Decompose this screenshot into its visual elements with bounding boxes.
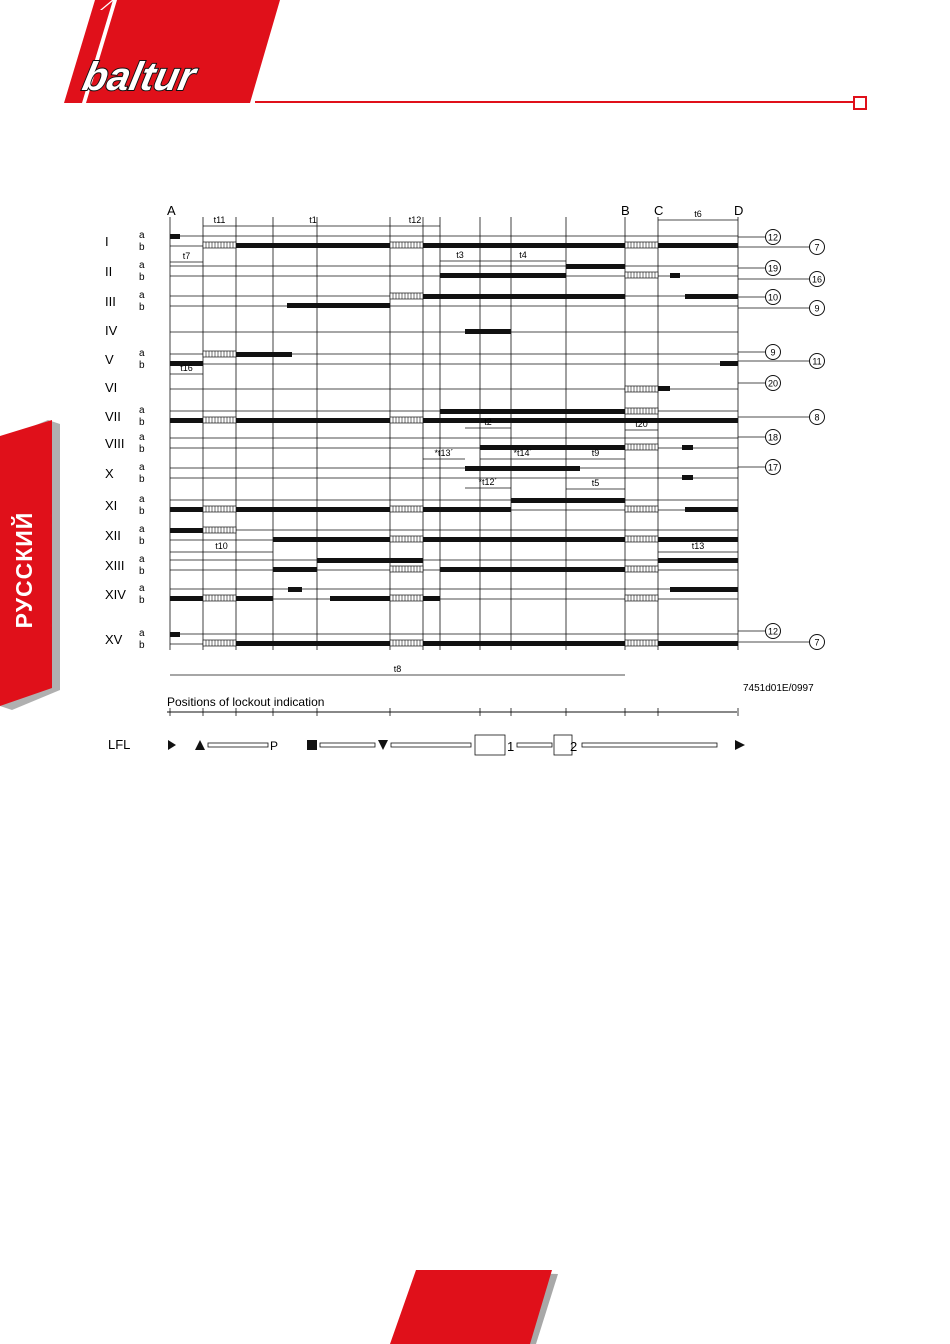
time-label-t13s: *t13´	[434, 448, 454, 458]
active-bar	[440, 409, 625, 414]
active-bar	[423, 596, 440, 601]
time-label-t12s: *t12´	[478, 477, 498, 487]
dotted-track	[320, 743, 375, 747]
hatched-bar	[390, 640, 423, 646]
time-label-t6: t6	[694, 209, 702, 219]
row-label-xiii: XIII	[105, 558, 125, 573]
lfl-box	[475, 735, 505, 755]
baltur-logo	[0, 0, 300, 110]
active-bar	[423, 294, 625, 299]
active-bar	[440, 567, 625, 572]
active-bar	[170, 418, 738, 423]
terminal-number: 18	[767, 432, 779, 443]
active-bar	[685, 507, 738, 512]
hatched-bar	[625, 386, 658, 392]
point-label-b: B	[621, 203, 630, 218]
row-sub-b: b	[139, 536, 145, 547]
lfl-two-symbol: 2	[570, 739, 578, 754]
active-bar	[170, 234, 180, 239]
row-sub-a: a	[139, 290, 145, 301]
header-square-marker	[853, 96, 867, 110]
terminal-number: 7	[814, 242, 820, 253]
row-sub-b: b	[139, 302, 145, 313]
triangle-right-icon	[168, 740, 176, 750]
time-label-t3: t3	[456, 250, 464, 260]
row-sub-b: b	[139, 444, 145, 455]
terminal-number: 20	[767, 378, 779, 389]
point-label-c: C	[654, 203, 664, 218]
active-bar	[566, 264, 625, 269]
active-bar	[465, 329, 511, 334]
active-bar	[685, 294, 738, 299]
time-label-t16: t16	[180, 363, 193, 373]
active-bar	[480, 445, 625, 450]
terminal-number: 12	[767, 232, 779, 243]
point-label-a: A	[167, 203, 176, 218]
hatched-bar	[203, 351, 236, 357]
row-sub-a: a	[139, 260, 145, 271]
row-sub-b: b	[139, 360, 145, 371]
active-bar	[287, 303, 390, 308]
dotted-track	[582, 743, 717, 747]
hatched-bar	[625, 242, 658, 248]
time-label-t14s: *t14´	[513, 448, 533, 458]
triangle-down-icon	[378, 740, 388, 750]
hatched-bar	[390, 595, 423, 601]
row-sub-a: a	[139, 462, 145, 473]
hatched-bar	[390, 566, 423, 572]
row-label-ii: II	[105, 264, 113, 279]
row-label-i: I	[105, 234, 109, 249]
hatched-bar	[625, 566, 658, 572]
active-bar	[658, 641, 738, 646]
hatched-bar	[203, 417, 236, 423]
time-label-t2: t2	[484, 417, 492, 427]
active-bar	[317, 558, 423, 563]
dotted-track	[208, 743, 268, 747]
active-bar	[273, 567, 317, 572]
triangle-right-icon	[735, 740, 745, 750]
row-sub-b: b	[139, 506, 145, 517]
row-label-viii: VIII	[105, 436, 125, 451]
row-sub-b: b	[139, 566, 145, 577]
point-label-d: D	[734, 203, 744, 218]
active-bar	[658, 558, 738, 563]
row-sub-b: b	[139, 272, 145, 283]
active-bar	[511, 498, 625, 503]
hatched-bar	[203, 527, 236, 533]
active-bar	[273, 537, 625, 542]
hatched-bar	[203, 506, 236, 512]
lfl-sequence	[168, 735, 745, 755]
terminal-number: 16	[811, 274, 823, 285]
terminal-number: 12	[767, 626, 779, 637]
time-label-t4: t4	[519, 250, 527, 260]
row-sub-b: b	[139, 595, 145, 606]
time-label-t7: t7	[182, 251, 191, 261]
hatched-bar	[390, 506, 423, 512]
lockout-indication	[108, 683, 814, 755]
hatched-bar	[203, 640, 236, 646]
active-bar	[670, 273, 680, 278]
active-bar	[288, 587, 302, 592]
time-label-t8: t8	[393, 664, 402, 674]
lfl-p-symbol: P	[270, 739, 279, 753]
row-sub-a: a	[139, 628, 145, 639]
row-sub-b: b	[139, 640, 145, 651]
row-label-xiv: XIV	[105, 587, 126, 602]
row-sub-a: a	[139, 348, 145, 359]
hatched-bar	[625, 444, 658, 450]
row-label-vi: VI	[105, 380, 118, 395]
active-bar	[682, 445, 693, 450]
row-sub-a: a	[139, 524, 145, 535]
timing-labels	[170, 209, 738, 675]
row-label-xi: XI	[105, 498, 118, 513]
active-bar	[423, 243, 625, 248]
lockout-title: Positions of lockout indication	[167, 695, 325, 709]
active-bar	[670, 587, 738, 592]
hatched-bar	[625, 408, 658, 414]
terminal-number: 8	[814, 412, 820, 423]
dotted-track	[517, 743, 552, 747]
hatched-bar	[625, 536, 658, 542]
hatched-bar	[390, 242, 423, 248]
terminal-number: 11	[812, 356, 822, 367]
active-bar	[720, 361, 738, 366]
lfl-label: LFL	[108, 737, 131, 752]
active-bar	[465, 466, 580, 471]
row-sub-b: b	[139, 474, 145, 485]
header-rule	[255, 101, 855, 103]
active-bar	[170, 632, 180, 637]
terminal-number: 10	[767, 292, 779, 303]
square-icon	[307, 740, 317, 750]
time-label-t13: t13	[691, 541, 705, 551]
active-bar	[658, 243, 738, 248]
row-label-vii: VII	[105, 409, 121, 424]
row-label-v: V	[105, 352, 114, 367]
sequence-diagram	[95, 195, 855, 795]
time-label-t20: t20	[635, 419, 648, 429]
row-sub-b: b	[139, 417, 145, 428]
active-bar	[440, 273, 566, 278]
row-sub-a: a	[139, 405, 145, 416]
triangle-up-icon	[195, 740, 205, 750]
hatched-bar	[625, 595, 658, 601]
row-sub-a: a	[139, 230, 145, 241]
terminal-number: 17	[767, 462, 779, 473]
time-label-t9: t9	[591, 448, 600, 458]
time-label-t5: t5	[591, 478, 600, 488]
time-label-t11: t11	[213, 215, 226, 225]
logo-text: baltur	[78, 53, 200, 99]
row-sub-a: a	[139, 432, 145, 443]
terminal-number: 9	[814, 303, 820, 314]
terminal-number: 7	[814, 637, 820, 648]
active-bar	[682, 475, 693, 480]
hatched-bar	[390, 417, 423, 423]
hatched-bar	[203, 242, 236, 248]
diagram-code: 7451d01E/0997	[743, 683, 814, 694]
row-label-x: X	[105, 466, 114, 481]
terminal-number: 19	[767, 263, 779, 274]
hatched-bar	[203, 595, 236, 601]
row-label-iii: III	[105, 294, 116, 309]
time-label-t10: t10	[215, 541, 228, 551]
hatched-bar	[390, 536, 423, 542]
time-label-t12: t12	[408, 215, 422, 225]
diagram-grid	[170, 217, 738, 650]
row-sub-a: a	[139, 494, 145, 505]
row-label-xv: XV	[105, 632, 123, 647]
row-label-iv: IV	[105, 323, 118, 338]
hatched-bar	[625, 640, 658, 646]
page-corner-tab	[390, 1270, 560, 1344]
row-sub-a: a	[139, 554, 145, 565]
row-sub-b: b	[139, 242, 145, 253]
hatched-bar	[625, 272, 658, 278]
active-bar	[658, 386, 670, 391]
active-bar	[170, 528, 203, 533]
row-sub-a: a	[139, 583, 145, 594]
active-bar	[236, 352, 292, 357]
language-label: РУССКИЙ	[11, 511, 37, 629]
time-label-t1: t1	[309, 215, 317, 225]
lfl-one-symbol: 1	[507, 739, 515, 754]
terminal-markers	[738, 230, 825, 650]
dotted-track	[391, 743, 471, 747]
terminal-number: 9	[770, 347, 776, 358]
hatched-bar	[390, 293, 423, 299]
hatched-bar	[625, 506, 658, 512]
row-label-xii: XII	[105, 528, 121, 543]
